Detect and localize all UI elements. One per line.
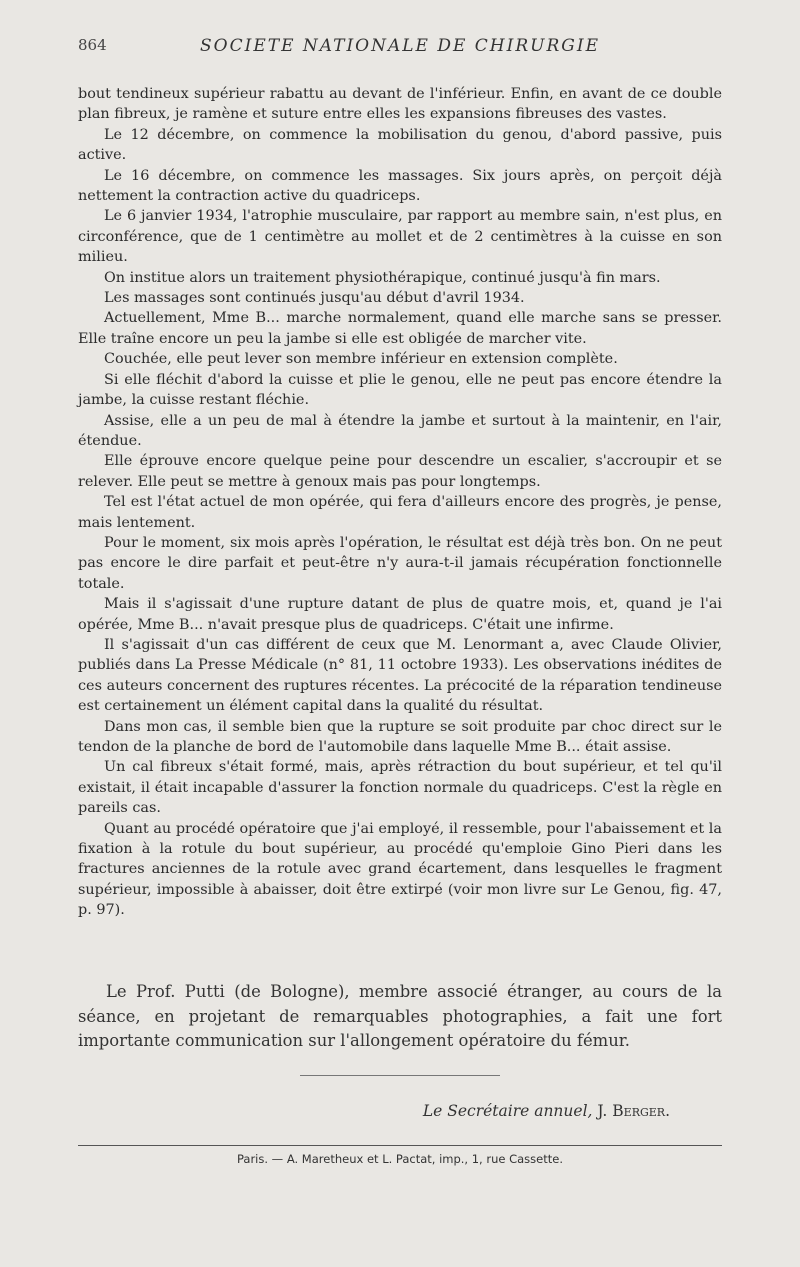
paragraph: bout tendineux supérieur rabattu au devant de l'inférieur. Enfin, en avant de ce double plan fibreux, je ramène et suture entre elles les expansions fibreuses des vastes. bbox=[78, 86, 722, 123]
paragraph: Tel est l'état actuel de mon opérée, qui fera d'ailleurs encore des progrès, je pense, mais lentement. bbox=[78, 494, 722, 531]
paragraph: Pour le moment, six mois après l'opération, le résultat est déjà très bon. On ne peut pas encore le dire parfait et peut-être n'y aura-t-il jamais récupération fonctionnelle totale. bbox=[78, 534, 722, 592]
page-number: 864 bbox=[78, 36, 107, 54]
paragraph: Le 6 janvier 1934, l'atrophie musculaire, par rapport au membre sain, n'est plus, en circonférence, que de 1 centimètre au mollet et de 2 centimètres à la cuisse en son milieu. bbox=[78, 208, 722, 266]
note-paragraph: Le Prof. Putti (de Bologne), membre associé étranger, au cours de la séance, en projetant de remarquables photographies, a fait une fort importante communication sur l'allongement opératoire du fémur. bbox=[78, 982, 722, 1050]
paragraph: Dans mon cas, il semble bien que la rupture se soit produite par choc direct sur le tendon de la planche de bord de l'automobile dans laquelle Mme B... était assise. bbox=[78, 718, 722, 755]
paragraph: Si elle fléchit d'abord la cuisse et plie le genou, elle ne peut pas encore étendre la jambe, la cuisse restant fléchie. bbox=[78, 371, 722, 409]
paragraph: Couchée, elle peut lever son membre inférieur en extension complète. bbox=[104, 351, 618, 368]
paragraph: Il s'agissait d'un cas différent de ceux que M. Lenormant a, avec Claude Olivier, publiés dans La Presse Médicale (n° 81, 11 octobre 1933). Les observations inédites de ces auteurs concernent des ruptures récentes. La précocité de la réparation tendineuse est certainement un élément capital dans la qualité du résultat. bbox=[78, 636, 722, 715]
paragraph: Actuellement, Mme B... marche normalement, quand elle marche sans se presser. Elle traîne encore un peu la jambe si elle est obligée de marcher vite. bbox=[78, 310, 722, 347]
paragraph: Un cal fibreux s'était formé, mais, après rétraction du bout supérieur, et tel qu'il existait, il était incapable d'assurer la fonction normale du quadriceps. C'est la règle en pareils cas. bbox=[78, 759, 722, 817]
paragraph: On institue alors un traitement physiothérapique, continué jusqu'à fin mars. bbox=[104, 269, 661, 286]
paragraph: Quant au procédé opératoire que j'ai employé, il ressemble, pour l'abaissement et la fixation à la rotule du bout supérieur, au procédé qu'emploie Gino Pieri dans les fractures anciennes de la rotule avec grand écartement, dans lesquelles le fragment supérieur, impossible à abaisser, doit être extirpé (voir mon livre sur Le Genou, fig. 47, p. 97). bbox=[78, 820, 722, 919]
printer-imprint: Paris. — A. Maretheux et L. Pactat, imp., 1, rue Cassette. bbox=[236, 1152, 563, 1166]
body-text bbox=[78, 84, 722, 921]
paragraph: Elle éprouve encore quelque peine pour descendre un escalier, s'accroupir et se relever. Elle peut se mettre à genoux mais pas pour longtemps. bbox=[78, 453, 722, 490]
signature bbox=[423, 1102, 670, 1120]
running-title: SOCIETE NATIONALE DE CHIRURGIE bbox=[200, 36, 600, 56]
paragraph: Le 16 décembre, on commence les massages. Six jours après, on perçoit déjà nettement la contraction active du quadriceps. bbox=[78, 167, 722, 205]
paragraph: Le 12 décembre, on commence la mobilisation du genou, d'abord passive, puis active. bbox=[78, 126, 722, 164]
separator-rule bbox=[300, 1075, 500, 1076]
paragraph: Assise, elle a un peu de mal à étendre la jambe et surtout à la maintenir, en l'air, étendue. bbox=[78, 412, 722, 449]
signature-name: J. Berger. bbox=[597, 1102, 670, 1120]
session-note bbox=[78, 980, 722, 1054]
page-header bbox=[78, 36, 722, 58]
paragraph: Mais il s'agissait d'une rupture datant de plus de quatre mois, et, quand je l'ai opérée, Mme B... n'avait presque plus de quadriceps. C'était une infirme. bbox=[78, 596, 722, 633]
footer-rule bbox=[78, 1145, 722, 1146]
signature-role: Le Secrétaire annuel, bbox=[422, 1102, 593, 1120]
paragraph: Les massages sont continués jusqu'au début d'avril 1934. bbox=[104, 290, 525, 307]
